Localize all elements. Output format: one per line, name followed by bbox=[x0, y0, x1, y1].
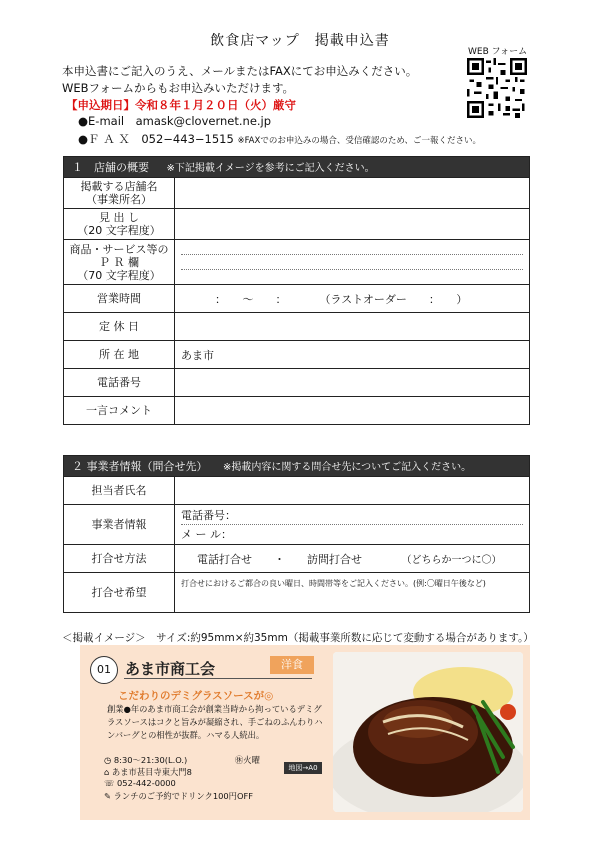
method-options[interactable]: 電話打合せ ・ 訪問打合せ bbox=[197, 552, 362, 566]
method-field[interactable] bbox=[175, 545, 530, 573]
label-pr bbox=[64, 240, 175, 285]
label-person: 担当者氏名 bbox=[64, 477, 175, 505]
person-field[interactable] bbox=[175, 477, 530, 505]
hours-field[interactable]: ： ～ ： （ラストオーダー ： ） bbox=[175, 285, 530, 313]
sample-category-badge: 洋食 bbox=[270, 656, 314, 674]
business-info-field[interactable] bbox=[175, 505, 530, 545]
label-method: 打合せ方法 bbox=[64, 545, 175, 573]
deadline-value: 令和８年１月２０日（火）厳守 bbox=[135, 98, 296, 112]
sample-comment: ランチのご予約でドリンク100円OFF bbox=[113, 791, 254, 801]
info-mail-label: メ ー ル： bbox=[181, 527, 232, 541]
sample-comment-row bbox=[104, 790, 253, 802]
label-store-name-l2: （事業所名） bbox=[86, 193, 152, 206]
label-store-name bbox=[64, 178, 175, 209]
sample-address-row bbox=[104, 766, 192, 778]
label-comment: 一言コメント bbox=[64, 397, 175, 425]
section2-note: ※掲載内容に関する問合せ先についてご記入ください。 bbox=[223, 462, 472, 473]
sample-map-ref: 地図→A0 bbox=[284, 762, 322, 774]
address-field[interactable]: あま市 bbox=[175, 341, 530, 369]
label-wish: 打合せ希望 bbox=[64, 573, 175, 613]
home-icon: ⌂ bbox=[104, 767, 110, 777]
hamburg-steak-photo bbox=[333, 652, 523, 812]
deadline-label: 【申込期日】 bbox=[66, 98, 135, 112]
info-divider bbox=[181, 524, 523, 525]
clock-icon: ◷ bbox=[104, 755, 112, 765]
contact-fax bbox=[78, 131, 481, 147]
qr-code-icon[interactable] bbox=[467, 58, 527, 118]
pr-guide-line bbox=[181, 254, 523, 255]
label-headline-l2: （20 文字程度） bbox=[77, 224, 161, 237]
contact-email[interactable]: ●E-mail amask@clovernet.ne.jp bbox=[78, 114, 272, 128]
method-note: （どちらか一つに〇） bbox=[401, 554, 502, 566]
deadline bbox=[66, 97, 296, 113]
label-pr-l1: 商品・サービス等の bbox=[69, 242, 169, 256]
intro-line-1: 本申込書にご記入のうえ、メールまたはFAXにてお申込みください。 bbox=[62, 64, 418, 78]
sample-hours-row bbox=[104, 754, 187, 766]
section1-title: １ 店舗の概要 bbox=[72, 161, 149, 174]
wish-note: 打合せにおけるご都合の良い曜日、時間帯等をご記入ください。(例:〇曜日午後など) bbox=[181, 579, 486, 588]
label-headline-l1: 見 出 し bbox=[99, 211, 139, 224]
sample-closed: ㊡火曜 bbox=[235, 755, 260, 765]
sample-description: 創業●年のあま市商工会が創業当時から拘っているデミグラスソースはコクと旨みが凝縮され、手ごねのふんわりハンバーグとの相性が抜群。ハマる人続出。 bbox=[107, 704, 323, 740]
closed-field[interactable] bbox=[175, 313, 530, 341]
sample-phone-row bbox=[104, 778, 176, 788]
fax-number: ●Ｆ Ａ Ｘ 052−443−1515 bbox=[78, 132, 234, 146]
fax-note: ※FAXでのお申込みの場合、受信確認のため、ご一報ください。 bbox=[237, 136, 481, 146]
store-overview-table bbox=[63, 156, 530, 425]
headline-field[interactable] bbox=[175, 209, 530, 240]
page-title: 飲食店マップ 掲載申込書 bbox=[210, 33, 390, 49]
phone-field[interactable] bbox=[175, 369, 530, 397]
label-address: 所 在 地 bbox=[64, 341, 175, 369]
label-business-info: 事業者情報 bbox=[64, 505, 175, 545]
pr-field[interactable] bbox=[175, 240, 530, 285]
section1-header bbox=[64, 157, 530, 178]
sample-address: あま市甚目寺東大門8 bbox=[111, 767, 192, 777]
store-name-field[interactable] bbox=[175, 178, 530, 209]
label-closed: 定 休 日 bbox=[64, 313, 175, 341]
info-phone-label: 電話番号： bbox=[181, 508, 236, 522]
sample-phone: 052-442-0000 bbox=[117, 778, 176, 788]
comment-field[interactable] bbox=[175, 397, 530, 425]
speech-bubble-icon: ✎ bbox=[104, 791, 111, 801]
business-info-table bbox=[63, 455, 530, 613]
sample-catchphrase: こだわりのデミグラスソースが◎ bbox=[118, 690, 274, 702]
sample-number: 01 bbox=[90, 656, 118, 684]
section2-header bbox=[64, 456, 530, 477]
label-store-name-l1: 掲載する店舗名 bbox=[80, 180, 158, 193]
label-headline bbox=[64, 209, 175, 240]
phone-icon: ☏ bbox=[104, 778, 115, 788]
wish-field[interactable] bbox=[175, 573, 530, 613]
intro-line-2: WEBフォームからもお申込みいただけます。 bbox=[62, 81, 295, 95]
label-phone: 電話番号 bbox=[64, 369, 175, 397]
qr-label: WEB フォーム bbox=[468, 47, 528, 57]
sample-hours: 8:30～21:30(L.O.) bbox=[113, 755, 188, 765]
image-caption: ＜掲載イメージ＞ サイズ:約95mm×約35mm（掲載事業所数に応じて変動する場合があります。） bbox=[62, 632, 534, 644]
label-pr-l2: Ｐ Ｒ 欄 bbox=[99, 255, 139, 269]
label-pr-l3: （70 文字程度） bbox=[77, 268, 161, 282]
pr-guide-line bbox=[181, 269, 523, 270]
sample-shop-name: あま市商工会 bbox=[125, 660, 216, 678]
section2-title: ２ 事業者情報（問合せ先） bbox=[72, 460, 208, 473]
section1-note: ※下記掲載イメージを参考にご記入ください。 bbox=[166, 163, 375, 174]
sample-shop-underline bbox=[124, 678, 312, 679]
label-hours: 営業時間 bbox=[64, 285, 175, 313]
